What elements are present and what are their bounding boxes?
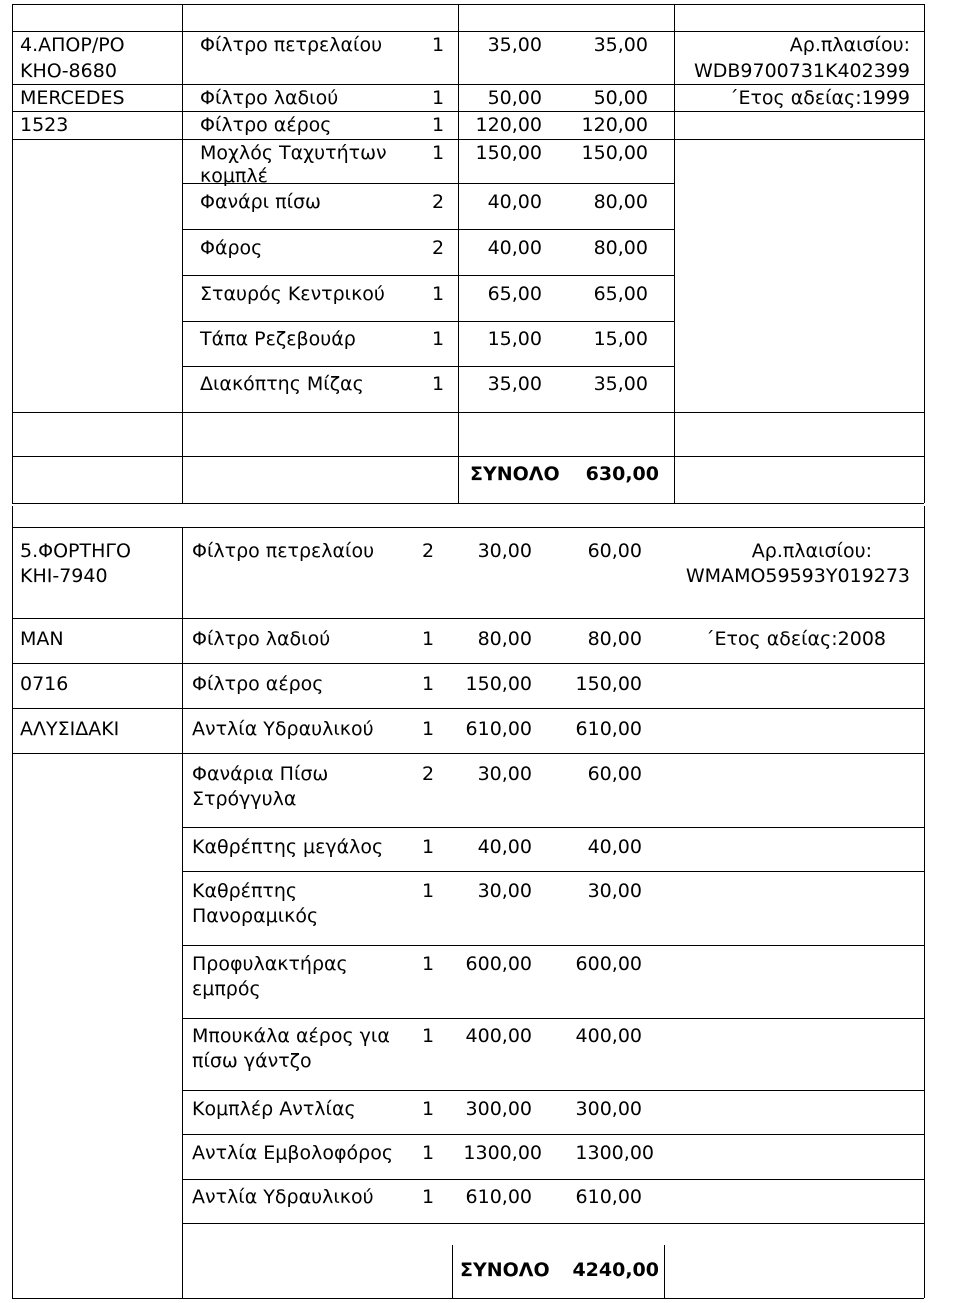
item-description: Πανοραμικός <box>192 905 319 927</box>
item-total: 15,00 <box>593 328 648 350</box>
license-year: ΄Ετος αδείας:1999 <box>728 87 910 109</box>
vehicle-line: 5.ΦΟΡΤΗΓΟ <box>20 540 131 562</box>
item-description: Αντλία Εμβολοφόρος <box>192 1142 393 1164</box>
item-quantity: 1 <box>422 1025 435 1047</box>
item-total: 300,00 <box>575 1098 642 1120</box>
item-price: 35,00 <box>487 373 542 395</box>
item-description: Φανάρι πίσω <box>200 191 321 213</box>
item-description: κομπλέ <box>200 165 268 187</box>
item-description: Φίλτρο αέρος <box>192 673 324 695</box>
item-quantity: 1 <box>422 1098 435 1120</box>
item-total: 1300,00 <box>575 1142 654 1164</box>
item-price: 50,00 <box>487 87 542 109</box>
item-description: Στρόγγυλα <box>192 788 297 810</box>
chassis-number: WDB9700731K402399 <box>693 60 910 82</box>
item-description: Καθρέπτης <box>192 880 298 902</box>
item-quantity: 1 <box>422 628 435 650</box>
item-total: 60,00 <box>587 540 642 562</box>
item-description: Τάπα Ρεζεβουάρ <box>200 328 356 350</box>
item-total: 610,00 <box>575 1186 642 1208</box>
item-quantity: 1 <box>432 142 445 164</box>
license-year: ΄Ετος αδείας:2008 <box>704 628 886 650</box>
item-price: 610,00 <box>465 718 532 740</box>
item-price: 1300,00 <box>463 1142 542 1164</box>
item-price: 40,00 <box>487 237 542 259</box>
item-price: 30,00 <box>477 880 532 902</box>
vehicle-line: ΑΛΥΣΙΔΑΚΙ <box>20 718 120 740</box>
chassis-label: Αρ.πλαισίου: <box>789 34 910 56</box>
item-description: Φίλτρο λαδιού <box>192 628 331 650</box>
vehicle-line: 1523 <box>20 114 69 136</box>
vehicle-line: MAN <box>20 628 64 650</box>
item-price: 610,00 <box>465 1186 532 1208</box>
vehicle-line: ΚΗΙ-7940 <box>20 565 108 587</box>
item-total: 600,00 <box>575 953 642 975</box>
item-description: Κομπλέρ Αντλίας <box>192 1098 356 1120</box>
item-quantity: 1 <box>432 114 445 136</box>
item-quantity: 2 <box>422 763 435 785</box>
item-total: 150,00 <box>575 673 642 695</box>
item-total: 80,00 <box>593 191 648 213</box>
item-description: Διακόπτης Μίζας <box>200 373 364 395</box>
item-price: 40,00 <box>477 836 532 858</box>
item-price: 80,00 <box>477 628 532 650</box>
item-total: 35,00 <box>593 34 648 56</box>
item-total: 50,00 <box>593 87 648 109</box>
item-price: 400,00 <box>465 1025 532 1047</box>
total-label: ΣΥΝΟΛΟ <box>470 463 560 485</box>
item-price: 30,00 <box>477 540 532 562</box>
item-price: 120,00 <box>475 114 542 136</box>
item-price: 35,00 <box>487 34 542 56</box>
item-price: 300,00 <box>465 1098 532 1120</box>
item-description: Μοχλός Ταχυτήτων <box>200 142 387 164</box>
vehicle-line: 4.ΑΠΟΡ/ΡΟ <box>20 34 125 56</box>
item-price: 40,00 <box>487 191 542 213</box>
item-quantity: 1 <box>432 34 445 56</box>
item-description: Σταυρός Κεντρικού <box>200 283 385 305</box>
item-total: 80,00 <box>587 628 642 650</box>
item-quantity: 1 <box>432 87 445 109</box>
item-quantity: 1 <box>422 880 435 902</box>
item-quantity: 1 <box>422 673 435 695</box>
item-total: 400,00 <box>575 1025 642 1047</box>
chassis-label: Αρ.πλαισίου: <box>751 540 872 562</box>
item-description: Φίλτρο πετρελαίου <box>192 540 375 562</box>
item-total: 60,00 <box>587 763 642 785</box>
item-total: 30,00 <box>587 880 642 902</box>
item-description: Φανάρια Πίσω <box>192 763 329 785</box>
item-description: Προφυλακτήρας <box>192 953 348 975</box>
item-description: Φάρος <box>200 237 263 259</box>
item-price: 65,00 <box>487 283 542 305</box>
total-value: 630,00 <box>585 463 659 485</box>
item-quantity: 2 <box>422 540 435 562</box>
item-quantity: 1 <box>422 718 435 740</box>
vehicle-line: ΚΗΟ-8680 <box>20 60 117 82</box>
item-total: 610,00 <box>575 718 642 740</box>
item-price: 600,00 <box>465 953 532 975</box>
item-quantity: 1 <box>422 1186 435 1208</box>
item-description: πίσω γάντζο <box>192 1050 312 1072</box>
item-description: Μπουκάλα αέρος για <box>192 1025 390 1047</box>
item-quantity: 2 <box>432 191 445 213</box>
total-label: ΣΥΝΟΛΟ <box>460 1259 550 1281</box>
item-price: 150,00 <box>465 673 532 695</box>
vehicle-line: 0716 <box>20 673 69 695</box>
item-quantity: 1 <box>432 328 445 350</box>
item-price: 150,00 <box>475 142 542 164</box>
item-total: 80,00 <box>593 237 648 259</box>
item-price: 30,00 <box>477 763 532 785</box>
chassis-number: WMAMO59593Y019273 <box>685 565 910 587</box>
item-description: Αντλία Υδραυλικού <box>192 1186 374 1208</box>
total-value: 4240,00 <box>572 1259 659 1281</box>
item-quantity: 1 <box>432 373 445 395</box>
item-description: εμπρός <box>192 978 261 1000</box>
item-total: 40,00 <box>587 836 642 858</box>
item-total: 65,00 <box>593 283 648 305</box>
item-description: Αντλία Υδραυλικού <box>192 718 374 740</box>
item-total: 35,00 <box>593 373 648 395</box>
item-quantity: 1 <box>422 953 435 975</box>
item-total: 150,00 <box>581 142 648 164</box>
item-description: Φίλτρο λαδιού <box>200 87 339 109</box>
item-quantity: 2 <box>432 237 445 259</box>
item-quantity: 1 <box>422 1142 435 1164</box>
item-description: Φίλτρο αέρος <box>200 114 332 136</box>
item-quantity: 1 <box>422 836 435 858</box>
item-quantity: 1 <box>432 283 445 305</box>
item-description: Φίλτρο πετρελαίου <box>200 34 383 56</box>
vehicle-line: MERCEDES <box>20 87 125 109</box>
item-total: 120,00 <box>581 114 648 136</box>
item-description: Καθρέπτης μεγάλος <box>192 836 384 858</box>
item-price: 15,00 <box>487 328 542 350</box>
